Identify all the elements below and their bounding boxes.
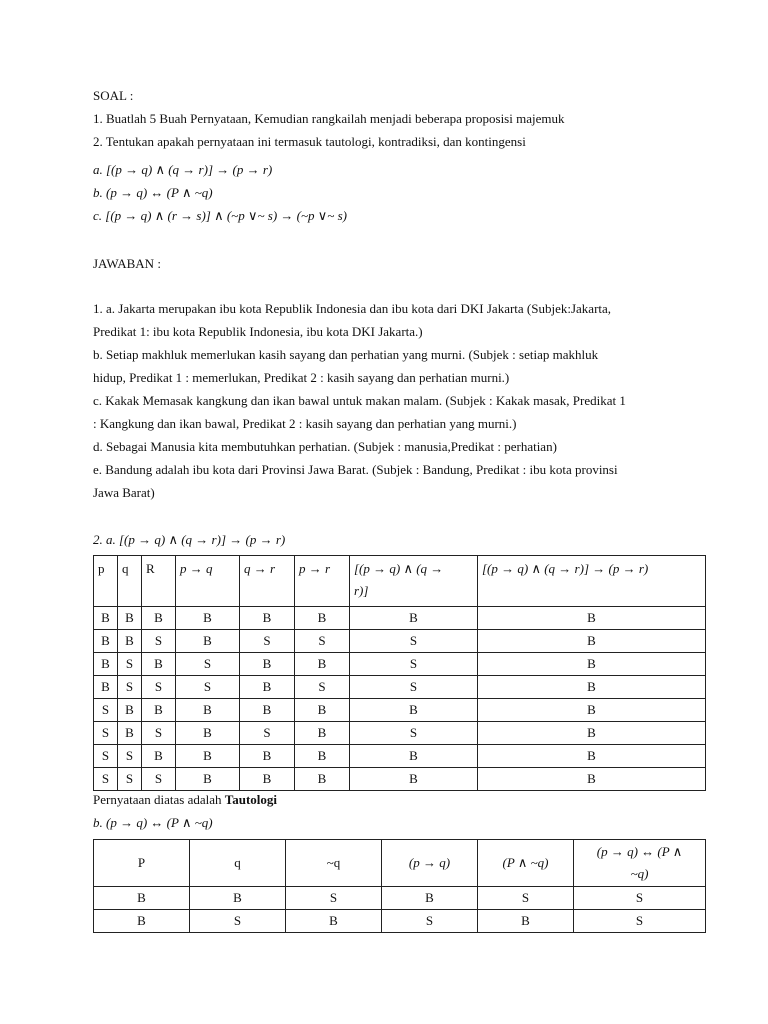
table-cell: B [94, 910, 190, 933]
truth-table-a [93, 555, 706, 791]
formula-c: c. [(p → q) ∧ (r → s)] ∧ (~p ∨~ s) → (~p ∨~ s) [93, 208, 347, 223]
table-cell: B [176, 699, 240, 722]
header-cell [350, 556, 478, 607]
conclusion-prefix: Pernyataan diatas adalah [93, 792, 225, 807]
table-cell: S [94, 768, 118, 791]
answer-line: e. Bandung adalah ibu kota dari Provinsi Jawa Barat. (Subjek : Bandung, Predikat : ibu kota provinsi [93, 462, 618, 477]
table-row [94, 607, 706, 630]
table-cell: B [94, 676, 118, 699]
table-row [94, 653, 706, 676]
table-cell: B [176, 722, 240, 745]
table-cell: S [574, 910, 706, 933]
table-cell: B [350, 699, 478, 722]
table-cell: S [350, 676, 478, 699]
answer-line: : Kangkung dan ikan bawal, Predikat 2 : kasih sayang dan perhatian yang murni.) [93, 416, 517, 431]
header-cell: ~q [286, 840, 382, 887]
table-cell: S [118, 745, 142, 768]
table-cell: B [176, 768, 240, 791]
part-b-title: b. (p → q) ↔ (P ∧ ~q) [93, 815, 213, 830]
table-cell: S [142, 676, 176, 699]
part2-title: 2. a. [(p → q) ∧ (q → r)] → (p → r) [93, 532, 286, 547]
table-cell: B [295, 745, 350, 768]
table-row [94, 768, 706, 791]
table-cell: B [94, 630, 118, 653]
table-cell: S [94, 722, 118, 745]
table-cell: B [118, 630, 142, 653]
table-cell: B [142, 607, 176, 630]
table-cell: S [295, 676, 350, 699]
table-cell: B [478, 722, 706, 745]
header-line: [(p → q) ∧ (q → [354, 561, 444, 576]
table-a-body [94, 607, 706, 791]
table-cell: S [176, 653, 240, 676]
table-cell: B [240, 653, 295, 676]
truth-table-b [93, 839, 706, 933]
header-cell: R [142, 556, 176, 607]
header-cell: p [94, 556, 118, 607]
header-line: ~q) [630, 866, 649, 881]
table-cell: B [176, 607, 240, 630]
table-cell: S [240, 630, 295, 653]
answer-line: d. Sebagai Manusia kita membutuhkan perhatian. (Subjek : manusia,Predikat : perhatian) [93, 439, 557, 454]
table-cell: B [295, 653, 350, 676]
table-cell: S [118, 768, 142, 791]
table-cell: S [574, 887, 706, 910]
soal-item-1: 1. Buatlah 5 Buah Pernyataan, Kemudian rangkailah menjadi beberapa proposisi majemuk [93, 111, 565, 126]
table-row [94, 676, 706, 699]
table-cell: B [350, 607, 478, 630]
table-cell: S [350, 653, 478, 676]
table-header-row [94, 556, 706, 607]
table-cell: S [382, 910, 478, 933]
header-cell: [(p → q) ∧ (q → r)] → (p → r) [478, 556, 706, 607]
table-cell: S [478, 887, 574, 910]
answer-line: Predikat 1: ibu kota Republik Indonesia, ibu kota DKI Jakarta.) [93, 324, 423, 339]
table-row [94, 699, 706, 722]
table-cell: B [350, 768, 478, 791]
conclusion [93, 792, 277, 808]
table-cell: S [94, 745, 118, 768]
header-cell: p → r [295, 556, 350, 607]
table-cell: B [478, 699, 706, 722]
header-line: (p → q) ↔ (P ∧ [596, 844, 683, 859]
table-cell: S [142, 630, 176, 653]
table-cell: B [478, 768, 706, 791]
table-cell: B [478, 653, 706, 676]
table-cell: B [190, 887, 286, 910]
header-line: r)] [354, 583, 369, 598]
soal-item-2: 2. Tentukan apakah pernyataan ini termasuk tautologi, kontradiksi, dan kontingensi [93, 134, 526, 149]
table-cell: S [190, 910, 286, 933]
table-cell: B [240, 607, 295, 630]
table-cell: S [118, 676, 142, 699]
table-cell: B [478, 630, 706, 653]
table-cell: B [478, 607, 706, 630]
table-cell: B [118, 607, 142, 630]
formula-b: b. (p → q) ↔ (P ∧ ~q) [93, 185, 213, 200]
table-cell: B [240, 699, 295, 722]
table-cell: B [478, 745, 706, 768]
header-cell [574, 840, 706, 887]
jawaban-heading: JAWABAN : [93, 256, 161, 271]
table-cell: B [382, 887, 478, 910]
table-cell: B [295, 768, 350, 791]
table-cell: B [240, 745, 295, 768]
header-cell: (P ∧ ~q) [478, 840, 574, 887]
table-cell: B [176, 745, 240, 768]
header-cell: (p → q) [382, 840, 478, 887]
header-cell: p → q [176, 556, 240, 607]
table-row [94, 745, 706, 768]
formula-a: a. [(p → q) ∧ (q → r)] → (p → r) [93, 162, 273, 177]
header-cell: q → r [240, 556, 295, 607]
table-cell: B [142, 653, 176, 676]
table-cell: S [94, 699, 118, 722]
table-cell: B [142, 745, 176, 768]
table-b-body [94, 887, 706, 933]
answer-line: c. Kakak Memasak kangkung dan ikan bawal untuk makan malam. (Subjek : Kakak masak, Predikat 1 [93, 393, 626, 408]
table-cell: B [350, 745, 478, 768]
table-cell: B [295, 722, 350, 745]
header-cell: q [190, 840, 286, 887]
table-cell: S [350, 630, 478, 653]
table-cell: B [286, 910, 382, 933]
header-cell: P [94, 840, 190, 887]
table-cell: S [176, 676, 240, 699]
answer-line: b. Setiap makhluk memerlukan kasih sayang dan perhatian yang murni. (Subjek : setiap makhluk [93, 347, 599, 362]
table-cell: B [478, 910, 574, 933]
conclusion-bold: Tautologi [224, 792, 278, 807]
table-row [94, 630, 706, 653]
table-row [94, 887, 706, 910]
table-cell: S [240, 722, 295, 745]
header-cell: q [118, 556, 142, 607]
table-cell: S [350, 722, 478, 745]
table-row [94, 910, 706, 933]
table-cell: S [295, 630, 350, 653]
table-cell: B [295, 699, 350, 722]
table-row [94, 722, 706, 745]
table-cell: B [94, 887, 190, 910]
table-cell: B [142, 699, 176, 722]
table-cell: B [94, 653, 118, 676]
table-cell: B [118, 722, 142, 745]
table-cell: B [478, 676, 706, 699]
answer-line: 1. a. Jakarta merupakan ibu kota Republik Indonesia dan ibu kota dari DKI Jakarta (Subjek:Jakarta, [93, 301, 612, 316]
table-cell: B [295, 607, 350, 630]
answer-line: hidup, Predikat 1 : memerlukan, Predikat 2 : kasih sayang dan perhatian murni.) [93, 370, 510, 385]
table-cell: S [286, 887, 382, 910]
table-cell: B [240, 768, 295, 791]
table-cell: S [142, 722, 176, 745]
table-cell: S [118, 653, 142, 676]
soal-heading: SOAL : [93, 88, 134, 103]
table-cell: B [94, 607, 118, 630]
table-header-row [94, 840, 706, 887]
table-cell: B [176, 630, 240, 653]
table-cell: S [142, 768, 176, 791]
table-cell: B [240, 676, 295, 699]
answer-line: Jawa Barat) [93, 485, 155, 500]
table-cell: B [118, 699, 142, 722]
